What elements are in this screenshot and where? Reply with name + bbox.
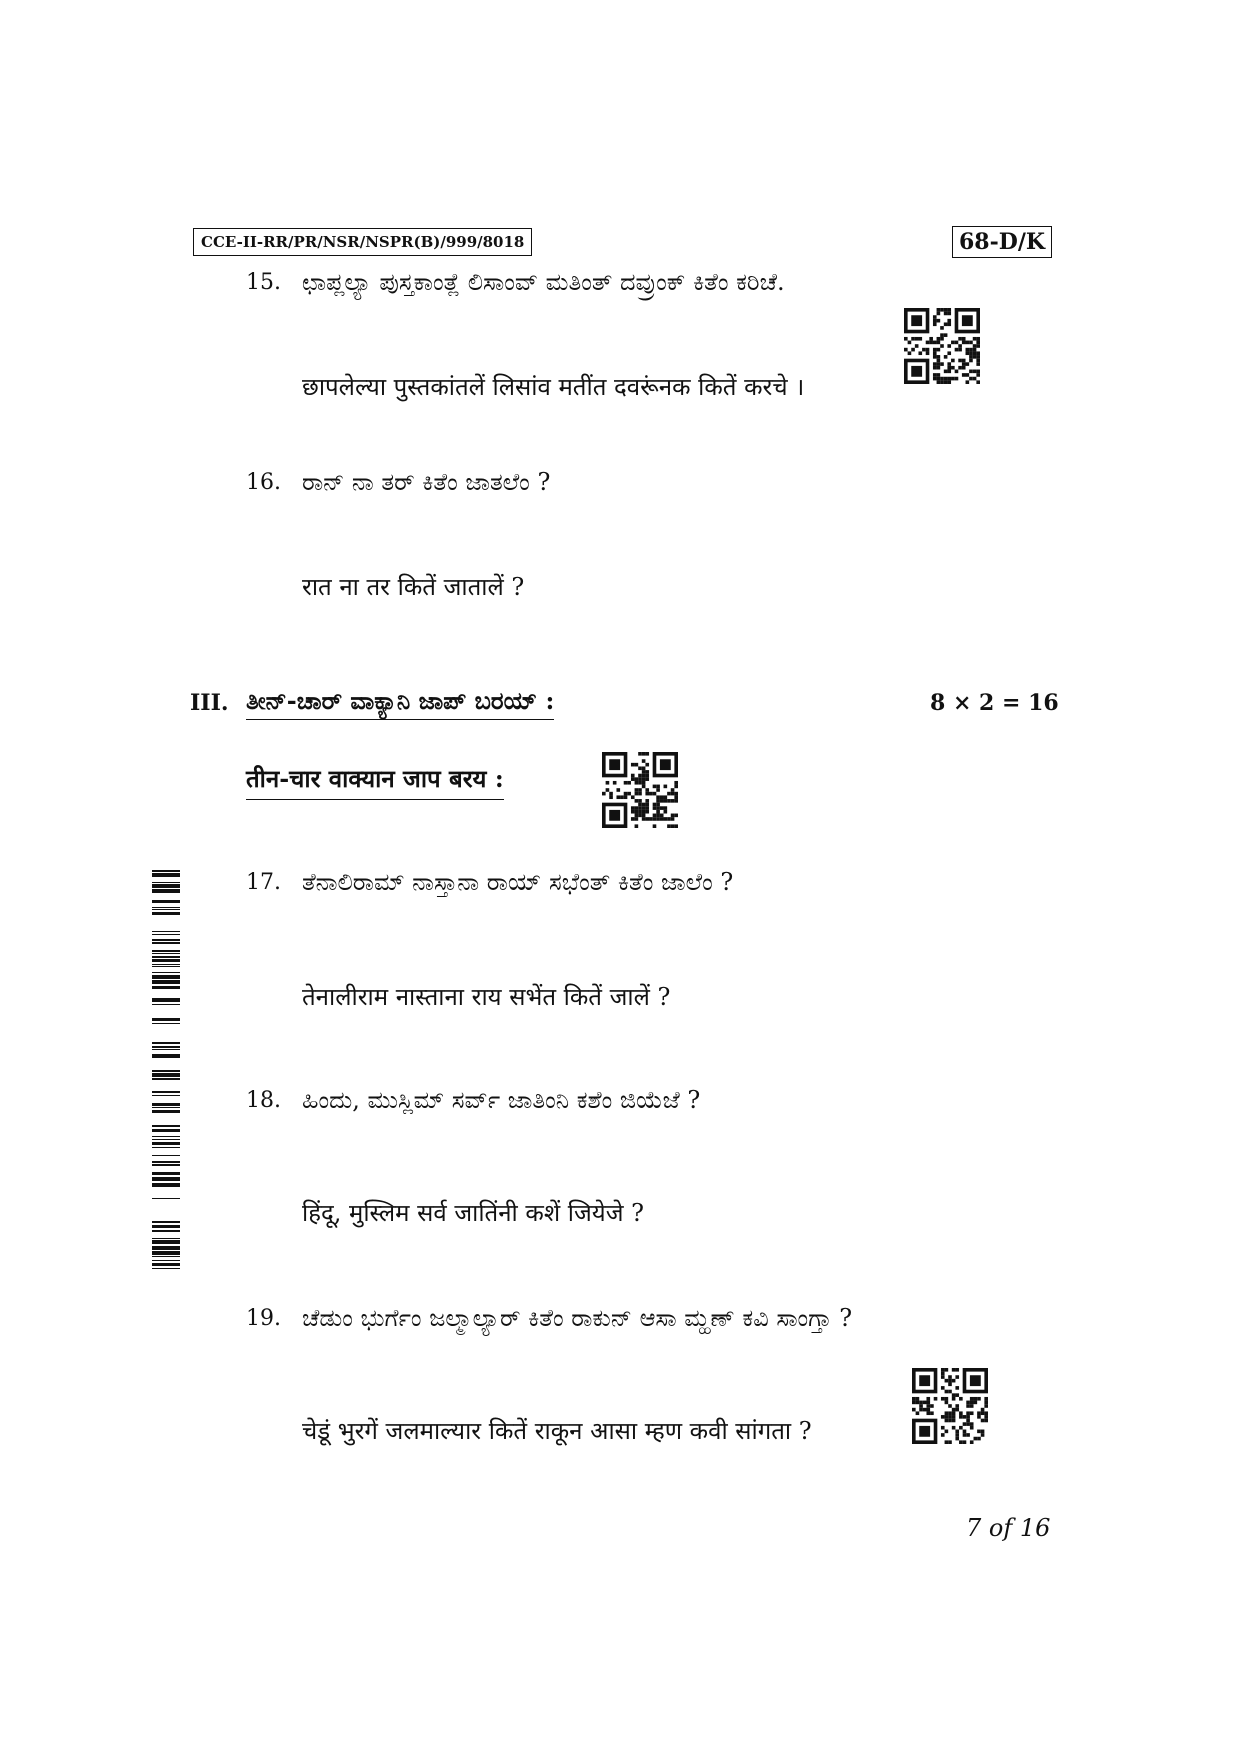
question-number: 16. <box>246 470 281 495</box>
question-text-devanagari: छापलेल्या पुस्तकांतलें लिसांव मतींत दवरूंनक कितें करचे । <box>302 373 805 401</box>
question-number: 17. <box>246 870 281 895</box>
question-text-kannada: ಚೆಡುಂ ಭುರ್ಗೆಂ ಜಲ್ಮಾಲ್ಯಾರ್ ಕಿತೆಂ ರಾಕುನ್ ಆಸಾ ಮ್ಹಣ್ ಕವಿ ಸಾಂಗ್ತಾ ? <box>302 1304 853 1332</box>
question-text-devanagari: हिंदू, मुस्लिम सर्व जातिंनी कशें जियेजे ? <box>302 1199 645 1227</box>
section-marks: 8 × 2 = 16 <box>930 690 1059 716</box>
section-title-devanagari: तीन-चार वाक्यान जाप बरय : <box>246 762 504 800</box>
qr-code <box>912 1368 988 1444</box>
question-number: 18. <box>246 1088 281 1113</box>
barcode <box>152 870 180 1270</box>
question-text-kannada: ಹಿಂದು, ಮುಸ್ಲಿಮ್ ಸರ್ವ್ ಜಾತಿಂನಿ ಕಶೆಂ ಜಿಯೆಜೆ ? <box>302 1086 701 1114</box>
section-label: III. <box>190 690 229 716</box>
question-number: 19. <box>246 1306 281 1331</box>
set-code: 68-D/K <box>952 226 1052 258</box>
qr-code <box>602 752 678 828</box>
page-number: 7 of 16 <box>966 1514 1051 1542</box>
paper-code: CCE-II-RR/PR/NSR/NSPR(B)/999/8018 <box>193 228 532 256</box>
question-text-devanagari: रात ना तर कितें जातालें ? <box>302 573 525 601</box>
question-text-devanagari: तेनालीराम नास्ताना राय सभेंत कितें जालें ? <box>302 983 671 1011</box>
question-text-kannada: ಛಾಪ್ಲಲ್ಯಾ ಪುಸ್ತಕಾಂತ್ಲೆ ಲಿಸಾಂವ್ ಮತಿಂತ್ ದವ್ರುಂಕ್ ಕಿತೆಂ ಕರಿಚೆ. <box>302 268 785 296</box>
section-title-kannada: ತೀನ್-ಚಾರ್ ವಾಕ್ಯಾನಿ ಜಾಪ್ ಬರಯ್ : <box>246 686 554 720</box>
question-text-devanagari: चेडूं भुरगें जलमाल्यार कितें राकून आसा म्हण कवी सांगता ? <box>302 1417 812 1445</box>
question-text-kannada: ರಾನ್ ನಾ ತರ್ ಕಿತೆಂ ಜಾತಲೆಂ ? <box>302 468 551 496</box>
qr-code <box>904 308 980 384</box>
question-number: 15. <box>246 270 281 295</box>
question-text-kannada: ತೆನಾಲಿರಾಮ್ ನಾಸ್ತಾನಾ ರಾಯ್ ಸಭೆಂತ್ ಕಿತೆಂ ಜಾಲೆಂ ? <box>302 868 734 896</box>
